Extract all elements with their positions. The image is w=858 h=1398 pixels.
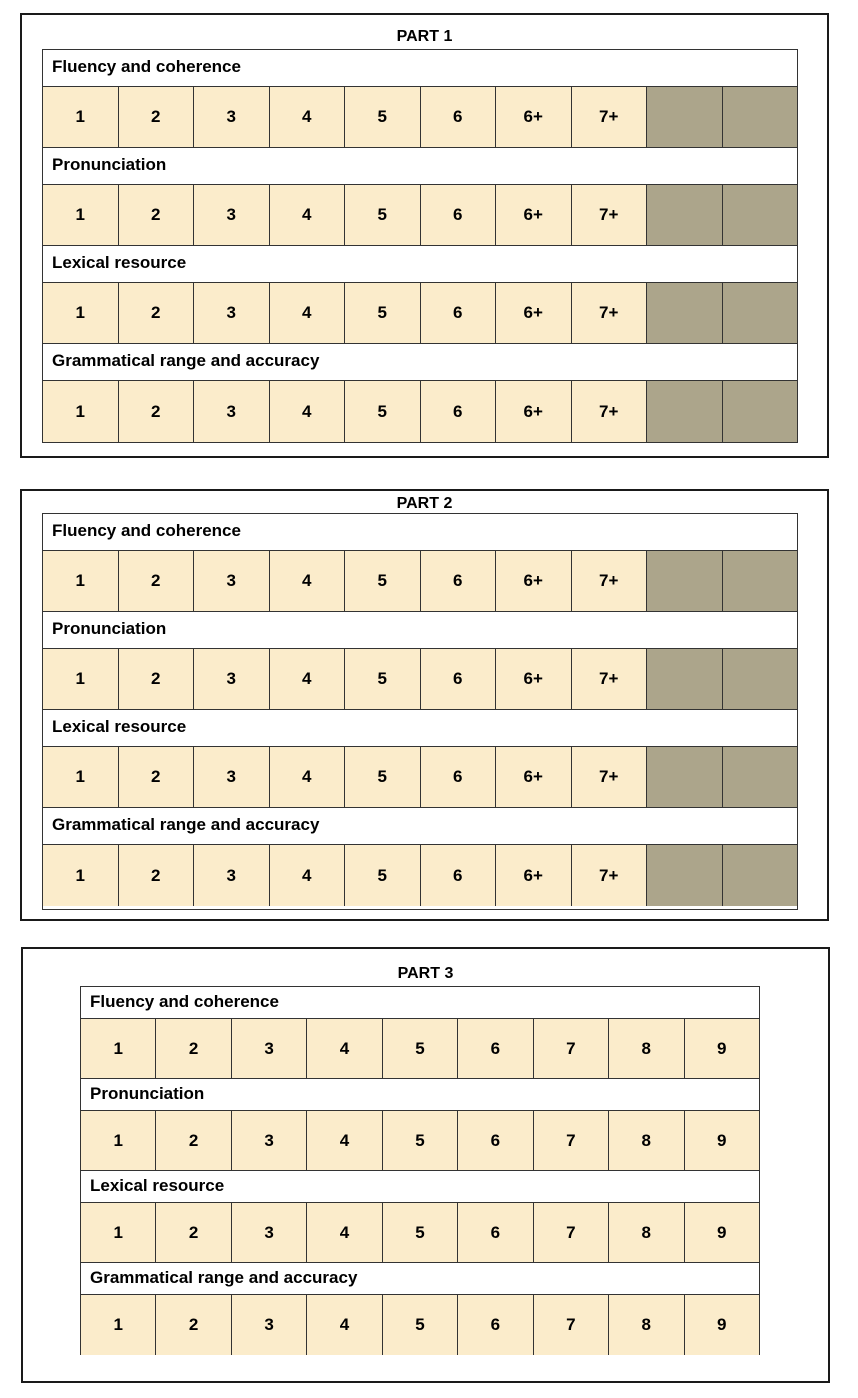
part-1-panel (20, 13, 829, 458)
score-cell[interactable]: 8 (608, 1295, 683, 1355)
score-row (43, 550, 797, 612)
score-cell[interactable]: 4 (306, 1111, 381, 1170)
part-title: PART 2 (396, 495, 453, 512)
score-cell[interactable]: 2 (118, 845, 194, 906)
score-cell[interactable]: 6 (420, 551, 496, 611)
criterion-block (43, 710, 797, 808)
blank-score-cell (722, 551, 798, 611)
score-row (81, 1202, 759, 1263)
score-cell[interactable]: 6 (457, 1203, 532, 1262)
score-cell[interactable]: 6+ (495, 283, 571, 343)
score-cell[interactable]: 8 (608, 1019, 683, 1078)
criterion-label: Grammatical range and accuracy (52, 351, 320, 370)
score-cell[interactable]: 3 (193, 649, 269, 709)
score-cell[interactable]: 6 (420, 747, 496, 807)
score-cell[interactable]: 4 (269, 747, 345, 807)
score-cell[interactable]: 1 (43, 283, 118, 343)
score-cell[interactable]: 5 (344, 381, 420, 442)
score-cell[interactable]: 1 (43, 381, 118, 442)
score-cell[interactable]: 4 (269, 381, 345, 442)
score-cell[interactable]: 6+ (495, 649, 571, 709)
score-cell[interactable]: 3 (231, 1111, 306, 1170)
score-cell[interactable]: 3 (193, 381, 269, 442)
score-cell[interactable]: 3 (193, 185, 269, 245)
score-cell[interactable]: 2 (155, 1019, 230, 1078)
score-cell[interactable]: 2 (155, 1295, 230, 1355)
criterion-label: Lexical resource (90, 1176, 225, 1195)
score-cell[interactable]: 2 (155, 1203, 230, 1262)
criterion-block (43, 808, 797, 906)
score-cell[interactable]: 4 (269, 551, 345, 611)
score-cell[interactable]: 2 (118, 551, 194, 611)
part-title: PART 3 (397, 965, 454, 982)
criteria-grid (42, 49, 798, 443)
score-cell[interactable]: 1 (81, 1295, 155, 1355)
blank-score-cell (722, 747, 798, 807)
criterion-block (81, 1079, 759, 1171)
score-cell[interactable]: 5 (344, 845, 420, 906)
score-cell[interactable]: 2 (155, 1111, 230, 1170)
score-cell[interactable]: 6+ (495, 185, 571, 245)
criteria-grid (42, 513, 798, 910)
score-cell[interactable]: 3 (231, 1295, 306, 1355)
score-cell[interactable]: 7+ (571, 845, 647, 906)
criterion-block (81, 987, 759, 1079)
blank-score-cell (646, 185, 722, 245)
score-row (43, 746, 797, 808)
score-row (43, 86, 797, 148)
blank-score-cell (646, 381, 722, 442)
score-cell[interactable]: 7 (533, 1203, 608, 1262)
score-cell[interactable]: 4 (306, 1295, 381, 1355)
score-cell[interactable]: 5 (382, 1111, 457, 1170)
score-cell[interactable]: 9 (684, 1295, 759, 1355)
criterion-block (43, 148, 797, 246)
score-cell[interactable]: 6+ (495, 381, 571, 442)
score-cell[interactable]: 6+ (495, 551, 571, 611)
score-cell[interactable]: 9 (684, 1019, 759, 1078)
score-cell[interactable]: 4 (269, 185, 345, 245)
score-cell[interactable]: 2 (118, 747, 194, 807)
part-title: PART 1 (396, 28, 453, 45)
blank-score-cell (722, 649, 798, 709)
score-cell[interactable]: 2 (118, 87, 194, 147)
score-cell[interactable]: 7 (533, 1295, 608, 1355)
score-cell[interactable]: 1 (81, 1111, 155, 1170)
score-cell[interactable]: 5 (344, 747, 420, 807)
score-row (81, 1018, 759, 1079)
score-cell[interactable]: 4 (269, 845, 345, 906)
score-cell[interactable]: 5 (344, 649, 420, 709)
score-cell[interactable]: 2 (118, 283, 194, 343)
score-cell[interactable]: 8 (608, 1203, 683, 1262)
criterion-label: Pronunciation (52, 619, 167, 638)
criterion-block (43, 50, 797, 148)
part-3-panel (21, 947, 830, 1383)
score-cell[interactable]: 1 (43, 845, 118, 906)
score-cell[interactable]: 3 (193, 551, 269, 611)
score-cell[interactable]: 1 (81, 1203, 155, 1262)
criterion-label: Pronunciation (52, 155, 167, 174)
criterion-label: Lexical resource (52, 717, 187, 736)
score-cell[interactable]: 2 (118, 649, 194, 709)
score-cell[interactable]: 5 (382, 1295, 457, 1355)
criterion-label: Fluency and coherence (52, 521, 241, 540)
score-cell[interactable]: 1 (43, 185, 118, 245)
score-cell[interactable]: 7+ (571, 551, 647, 611)
criterion-block (81, 1263, 759, 1355)
blank-score-cell (646, 649, 722, 709)
score-cell[interactable]: 7 (533, 1019, 608, 1078)
blank-score-cell (646, 283, 722, 343)
score-cell[interactable]: 8 (608, 1111, 683, 1170)
score-cell[interactable]: 3 (231, 1203, 306, 1262)
score-cell[interactable]: 9 (684, 1111, 759, 1170)
score-cell[interactable]: 1 (43, 649, 118, 709)
score-cell[interactable]: 1 (43, 87, 118, 147)
score-cell[interactable]: 5 (344, 551, 420, 611)
score-row (81, 1294, 759, 1355)
blank-score-cell (722, 283, 798, 343)
score-cell[interactable]: 5 (344, 87, 420, 147)
criteria-grid (80, 986, 760, 1355)
blank-score-cell (722, 87, 798, 147)
blank-score-cell (722, 185, 798, 245)
score-cell[interactable]: 4 (269, 87, 345, 147)
blank-score-cell (722, 381, 798, 442)
score-cell[interactable]: 6 (420, 381, 496, 442)
score-cell[interactable]: 4 (269, 649, 345, 709)
score-cell[interactable]: 4 (306, 1019, 381, 1078)
score-cell[interactable]: 6+ (495, 747, 571, 807)
score-row (81, 1110, 759, 1171)
score-row (43, 844, 797, 906)
score-cell[interactable]: 3 (231, 1019, 306, 1078)
score-cell[interactable]: 3 (193, 845, 269, 906)
score-cell[interactable]: 6 (457, 1295, 532, 1355)
score-cell[interactable]: 6 (420, 283, 496, 343)
score-row (43, 282, 797, 344)
score-cell[interactable]: 1 (43, 747, 118, 807)
score-cell[interactable]: 7+ (571, 283, 647, 343)
score-cell[interactable]: 6 (457, 1019, 532, 1078)
score-cell[interactable]: 6 (420, 845, 496, 906)
score-row (43, 380, 797, 442)
part-2-panel (20, 489, 829, 921)
blank-score-cell (646, 845, 722, 906)
score-cell[interactable]: 3 (193, 87, 269, 147)
criterion-block (43, 612, 797, 710)
score-cell[interactable]: 6 (420, 87, 496, 147)
score-row (43, 648, 797, 710)
score-cell[interactable]: 7 (533, 1111, 608, 1170)
criterion-block (81, 1171, 759, 1263)
score-cell[interactable]: 7+ (571, 87, 647, 147)
score-cell[interactable]: 9 (684, 1203, 759, 1262)
blank-score-cell (646, 87, 722, 147)
blank-score-cell (646, 747, 722, 807)
score-cell[interactable]: 6+ (495, 87, 571, 147)
score-cell[interactable]: 3 (193, 283, 269, 343)
score-row (43, 184, 797, 246)
score-cell[interactable]: 6 (457, 1111, 532, 1170)
score-cell[interactable]: 7+ (571, 649, 647, 709)
score-cell[interactable]: 1 (81, 1019, 155, 1078)
score-cell[interactable]: 5 (382, 1019, 457, 1078)
criterion-label: Lexical resource (52, 253, 187, 272)
criterion-block (43, 344, 797, 442)
score-cell[interactable]: 7+ (571, 381, 647, 442)
criterion-label: Fluency and coherence (52, 57, 241, 76)
score-cell[interactable]: 7+ (571, 185, 647, 245)
score-cell[interactable]: 2 (118, 381, 194, 442)
score-cell[interactable]: 6+ (495, 845, 571, 906)
score-cell[interactable]: 6 (420, 185, 496, 245)
score-cell[interactable]: 3 (193, 747, 269, 807)
score-cell[interactable]: 6 (420, 649, 496, 709)
score-cell[interactable]: 5 (382, 1203, 457, 1262)
score-cell[interactable]: 1 (43, 551, 118, 611)
criterion-label: Pronunciation (90, 1084, 205, 1103)
score-cell[interactable]: 4 (269, 283, 345, 343)
blank-score-cell (722, 845, 798, 906)
criterion-label: Fluency and coherence (90, 992, 279, 1011)
criterion-label: Grammatical range and accuracy (52, 815, 320, 834)
score-cell[interactable]: 7+ (571, 747, 647, 807)
score-cell[interactable]: 5 (344, 185, 420, 245)
blank-score-cell (646, 551, 722, 611)
criterion-block (43, 514, 797, 612)
criterion-block (43, 246, 797, 344)
score-cell[interactable]: 4 (306, 1203, 381, 1262)
score-cell[interactable]: 2 (118, 185, 194, 245)
score-cell[interactable]: 5 (344, 283, 420, 343)
criterion-label: Grammatical range and accuracy (90, 1268, 358, 1287)
